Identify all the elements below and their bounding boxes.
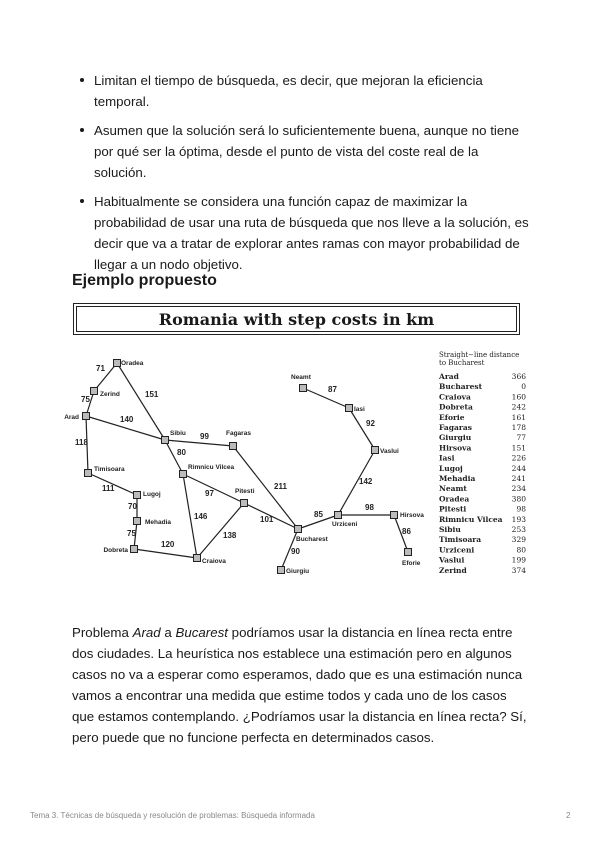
road-cost-label: 87 [328,385,337,394]
sld-city-arad: Arad [439,372,459,381]
paragraph-emphasis-bucarest: Bucarest [175,625,228,640]
city-label-lugoj: Lugoj [143,491,161,498]
city-node-vaslui [372,447,379,454]
bullet-list [72,70,532,283]
road-cost-label: 118 [75,438,88,447]
sld-header: to Bucharest [439,359,485,367]
sld-value: 151 [511,443,526,453]
road-cost-label: 85 [314,510,323,519]
road-iasi-neamt [303,388,349,408]
city-label-iasi: Iasi [354,406,365,413]
page-footer: Tema 3. Técnicas de búsqueda y resolución de problemas: Búsqueda informada [30,811,315,820]
city-node-pitesti [241,500,248,507]
sld-city-eforie: Eforie [439,412,465,422]
figure-title: Romania with step costs in km [76,306,517,332]
road-cost-label: 98 [365,503,374,512]
city-node-fagaras [230,443,237,450]
city-label-fagaras: Fagaras [226,430,251,437]
road-cost-label: 99 [200,432,209,441]
road-cost-label: 146 [194,512,208,521]
city-label-arad: Arad [64,414,79,421]
sld-value: 178 [511,423,526,432]
city-node-timisoara [85,470,92,477]
city-node-mehadia [134,518,141,525]
paragraph-emphasis-arad: Arad [132,625,161,640]
sld-value: 241 [511,474,526,483]
road-cost-label: 70 [128,502,137,511]
road-cost-label: 211 [274,482,287,491]
city-label-craiova: Craiova [202,558,226,565]
paragraph-text: Problema [72,625,133,640]
city-label-vaslui: Vaslui [380,448,399,455]
sld-city-pitesti: Pitesti [439,504,467,514]
city-label-dobreta: Dobreta [103,547,128,554]
road-sibiu-rimnicu-vilcea [165,440,183,474]
city-node-giurgiu [278,567,285,574]
city-label-hirsova: Hirsova [400,512,424,519]
sld-city-sibiu: Sibiu [439,525,461,534]
city-label-zerind: Zerind [100,391,120,398]
paragraph-text: a [160,625,176,640]
sld-value: 253 [511,525,526,534]
sld-city-mehadia: Mehadia [439,474,476,483]
sld-city-lugoj: Lugoj [439,463,463,473]
city-label-neamt: Neamt [291,374,311,381]
city-node-hirsova [391,512,398,519]
sld-value: 0 [521,382,526,392]
sld-value: 80 [516,545,526,555]
city-node-arad [83,413,90,420]
paragraph-text: podríamos usar la distancia en línea recta entre dos ciudades. La heurística nos establece una estimación pero en algunos casos no va a esperar como esperamos, dado que es una estimación nunca vamos a encontrar una medida que estime todos y cada uno de los casos que estamos contemplando. ¿Podríamos usar la distancia en línea recta? Sí, pero puede que no funcione perfecta en determinados casos. [72,625,527,745]
road-cost-label: 75 [81,395,90,404]
city-label-urziceni: Urziceni [332,521,358,528]
road-sibiu-fagaras [165,440,233,446]
road-cost-label: 71 [96,364,105,373]
city-node-lugoj [134,492,141,499]
city-label-sibiu: Sibiu [170,430,186,437]
bullet-item: Asumen que la solución será lo suficientemente buena, aunque no tiene por qué ser la óptima, desde el punto de vista del coste real de la solución. [72,120,532,183]
romania-map [64,344,530,580]
city-node-bucharest [295,526,302,533]
road-cost-label: 75 [127,529,136,538]
city-node-iasi [346,405,353,412]
road-cost-label: 151 [145,390,159,399]
sld-city-fagaras: Fagaras [439,423,472,432]
city-node-eforie [405,549,412,556]
sld-city-bucharest: Bucharest [439,382,483,392]
city-label-mehadia: Mehadia [145,519,172,526]
sld-value: 98 [516,504,526,514]
road-cost-label: 142 [359,477,373,486]
city-label-oradea: Oradea [121,360,144,367]
city-label-bucharest: Bucharest [296,536,328,543]
explanation-paragraph [72,622,532,748]
sld-value: 199 [511,555,526,565]
sld-value: 160 [511,392,526,402]
sld-value: 242 [511,402,526,412]
sld-city-hirsova: Hirsova [439,443,472,453]
road-cost-label: 90 [291,547,300,556]
city-node-neamt [300,385,307,392]
sld-value: 226 [511,453,526,463]
city-label-rimnicu-vilcea: Rimnicu Vilcea [188,464,235,471]
sld-city-neamt: Neamt [439,484,467,494]
sld-city-oradea: Oradea [439,494,470,504]
road-cost-label: 92 [366,419,375,428]
sld-city-dobreta: Dobreta [439,402,473,412]
sld-city-vaslui: Vaslui [439,555,465,565]
sld-city-craiova: Craiova [439,392,471,402]
city-node-rimnicu-vilcea [180,471,187,478]
road-vaslui-iasi [349,408,375,450]
sld-value: 329 [511,535,526,545]
city-node-urziceni [335,512,342,519]
city-label-giurgiu: Giurgiu [286,568,310,575]
city-node-craiova [194,555,201,562]
sld-value: 380 [511,494,526,504]
road-cost-label: 80 [177,448,186,457]
road-cost-label: 140 [120,415,134,424]
road-dobreta-craiova [134,549,197,558]
bullet-item: Habitualmente se considera una función capaz de maximizar la probabilidad de usar una ruta de búsqueda que nos lleve a la solución, es decir que va a tratar de explorar antes ramas con mayor probabilidad de llegar a un nodo objetivo. [72,191,532,275]
city-label-pitesti: Pitesti [235,488,255,495]
sld-value: 366 [511,372,526,381]
road-cost-label: 138 [223,531,237,540]
sld-value: 234 [511,484,526,494]
road-cost-label: 97 [205,489,214,498]
sld-city-zerind: Zerind [439,565,467,575]
city-node-oradea [114,360,121,367]
sld-value: 374 [511,565,526,575]
road-cost-label: 120 [161,540,175,549]
sld-value: 244 [511,463,526,473]
sld-city-urziceni: Urziceni [439,545,475,555]
city-node-sibiu [162,437,169,444]
city-node-zerind [91,388,98,395]
bullet-item: Limitan el tiempo de búsqueda, es decir, que mejoran la eficiencia temporal. [72,70,532,112]
road-oradea-sibiu [117,363,165,440]
section-title: Ejemplo propuesto [72,272,217,289]
city-node-dobreta [131,546,138,553]
road-cost-label: 101 [260,515,274,524]
city-label-eforie: Eforie [402,560,421,567]
sld-city-rimnicu-vilcea: Rimnicu Vilcea [439,514,503,524]
city-label-timisoara: Timisoara [94,466,125,473]
road-cost-label: 86 [402,527,411,536]
road-cost-label: 111 [102,484,115,493]
sld-value: 193 [511,514,526,524]
page-number: 2 [566,811,571,820]
sld-header: Straight−line distance [439,351,520,359]
sld-city-iasi: Iasi [439,453,455,463]
sld-value: 161 [511,412,526,422]
sld-value: 77 [516,433,526,443]
sld-city-giurgiu: Giurgiu [439,433,472,443]
sld-city-timisoara: Timisoara [439,535,482,545]
